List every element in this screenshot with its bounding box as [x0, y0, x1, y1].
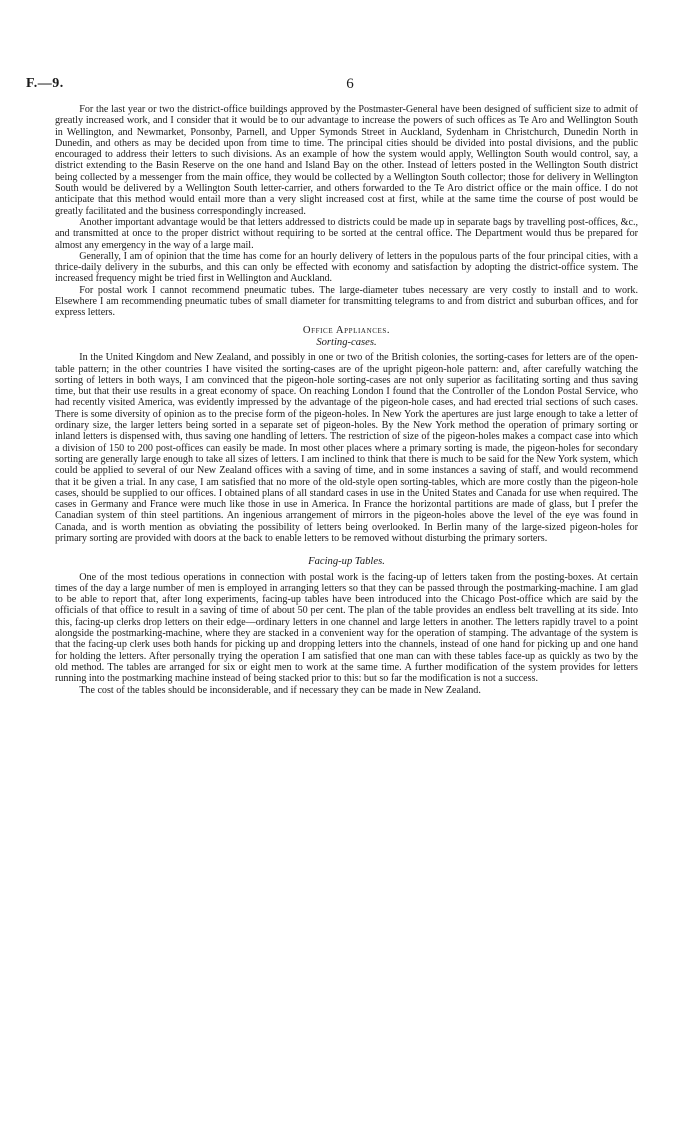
document-body [55, 104, 638, 696]
page-header [26, 76, 674, 96]
paragraph: For postal work I cannot recommend pneumatic tubes. The large-diameter tubes necessary are very costly to install and to work. Elsewhere I am recommending pneumatic tubes of small diameter for transmitting telegrams to and from district and suburban offices, and for express letters. [55, 284, 638, 319]
subheading-facing-up-tables: Facing-up Tables. [308, 556, 385, 568]
paragraph: For the last year or two the district-office buildings approved by the Postmaster-General have been designed of sufficient size to admit of greatly increased work, and I consider that it would be to our advantage to increase the powers of such offices as Te Aro and Wellington South in Wellington, and Newmarket, Ponsonby, Parnell, and Upper Symonds Street in Auckland, Sydenham in Christchurch, Dunedin North in Dunedin, and others as may be decided upon from time to time. The principal cities should be divided into postal divisions, and the public encouraged to address their letters to such divisions. As an example of how the system would apply, Wellington South would control, say, a district extending to the Basin Reserve on the one hand and Island Bay on the other. Instead of letters posted in the Wellington South district being collected by a messenger from the main office, they would be collected by a Wellington South collector; those for delivery in Wellington South would be delivered by a Wellington South letter-carrier, and others forwarded to the Te Aro district office or the main office. I do not anticipate that this method would entail more than a very slight increased cost at first, while at the same time the course of post would be greatly facilitated and the business correspondingly increased. [55, 104, 638, 217]
document-reference: F.—9. [26, 76, 64, 91]
paragraph: One of the most tedious operations in connection with postal work is the facing-up of letters taken from the posting-boxes. At certain times of the day a large number of men is employed in arranging letters so that they can be passed through the postmarking-machine. I am glad to be able to report that, after long experiments, facing-up tables have been introduced into the Chicago Post-office which are said by the officials of that office to result in a saving of time of about 50 per cent. The plan of the table provides an endless belt travelling at its side. Into this, facing-up clerks drop letters on their edge—ordinary letters in one channel and large letters in another. The letters rapidly travel to a point alongside the postmarking-machine, where they are stacked in a convenient way for the operation of stamping. The advantage of the system is that the facing-up clerk uses both hands for picking up and dropping letters into the channels, instead of one hand for picking up and one hand for holding the letters. After personally trying the operation I am satisfied that one man can with these tables face-up as quickly as two by the old method. The tables are arranged for six or eight men to work at the same time. A further modification of the system provides for letters running into the postmarking machine instead of being stacked prior to this: but so far the modification is not a success. [55, 571, 638, 685]
section-heading: Office Appliances. [302, 324, 391, 336]
paragraph: The cost of the tables should be inconsiderable, and if necessary they can be made in New Zealand. [79, 684, 481, 696]
paragraph: In the United Kingdom and New Zealand, and possibly in one or two of the British colonies, the sorting-cases for letters are of the open-table pattern; in the other countries I have visited the sorting-cases are of the upright pigeon-hole pattern: and, after carefully watching the sorting of letters in both ways, I am convinced that the pigeon-hole sorting-cases are not only superior as facilitating sorting and thus saving time, but that their use results in a great economy of space. On reaching London I found that the Controller of the London Postal Service, who had recently visited America, was evidently impressed by the advantage of the pigeon-hole cases, and had erected trial sections of such cases. There is some diversity of opinion as to the precise form of the pigeon-holes. In New York the apertures are just large enough to take a letter of ordinary size, the larger letters being sorted in a separate set of pigeon-holes. By the New York method the operation of primary sorting or inland letters is dispensed with, thus saving one handling of letters. The restriction of size of the pigeon-holes makes a compact case into which a division of 150 to 200 post-offices can easily be made. In most other places where a primary sorting is made, the pigeon-holes for secondary sorting are generally large enough to take all sizes of letters. I am inclined to think that there is much to be said for the New York system, which could be applied to several of our New Zealand offices with a saving of time, and in some instances a saving of staff, and would recommend that it be given a trial. In any case, I am satisfied that no more of the old-style open sorting-tables, which are more costly than the pigeon-hole cases, should be supplied to our offices. I obtained plans of all standard cases in use in the United States and Canada for use when required. The cases in Germany and France were much like those in use in America. In France the horizontal partitions are made of glass, but I prefer the Canadian system of thin steel partitions. An ingenious arrangement of mirrors in the pigeon-holes above the level of the eye was found in Canada, and is worth mention as obviating the possibility of letters being overlooked. In Berlin many of the large-sized pigeon-holes for primary sorting are provided with doors at the back to enable letters to be removed without disturbing the primary sorters. [55, 352, 638, 544]
subheading-sorting-cases: Sorting-cases. [316, 336, 377, 348]
paragraph: Generally, I am of opinion that the time has come for an hourly delivery of letters in the populous parts of the four principal cities, with a thrice-daily delivery in the suburbs, and this can only be effected with economy and satisfaction by adopting the district-office system. The increased frequency might be tried first in Wellington and Auckland. [55, 250, 638, 285]
page-number: 6 [346, 76, 354, 92]
paragraph: Another important advantage would be that letters addressed to districts could be made up in separate bags by travelling post-offices, &c., and transmitted at once to the proper district without requiring to be sorted at the central office. The Department would thus be prepared for almost any emergency in the way of a large mail. [55, 216, 638, 251]
